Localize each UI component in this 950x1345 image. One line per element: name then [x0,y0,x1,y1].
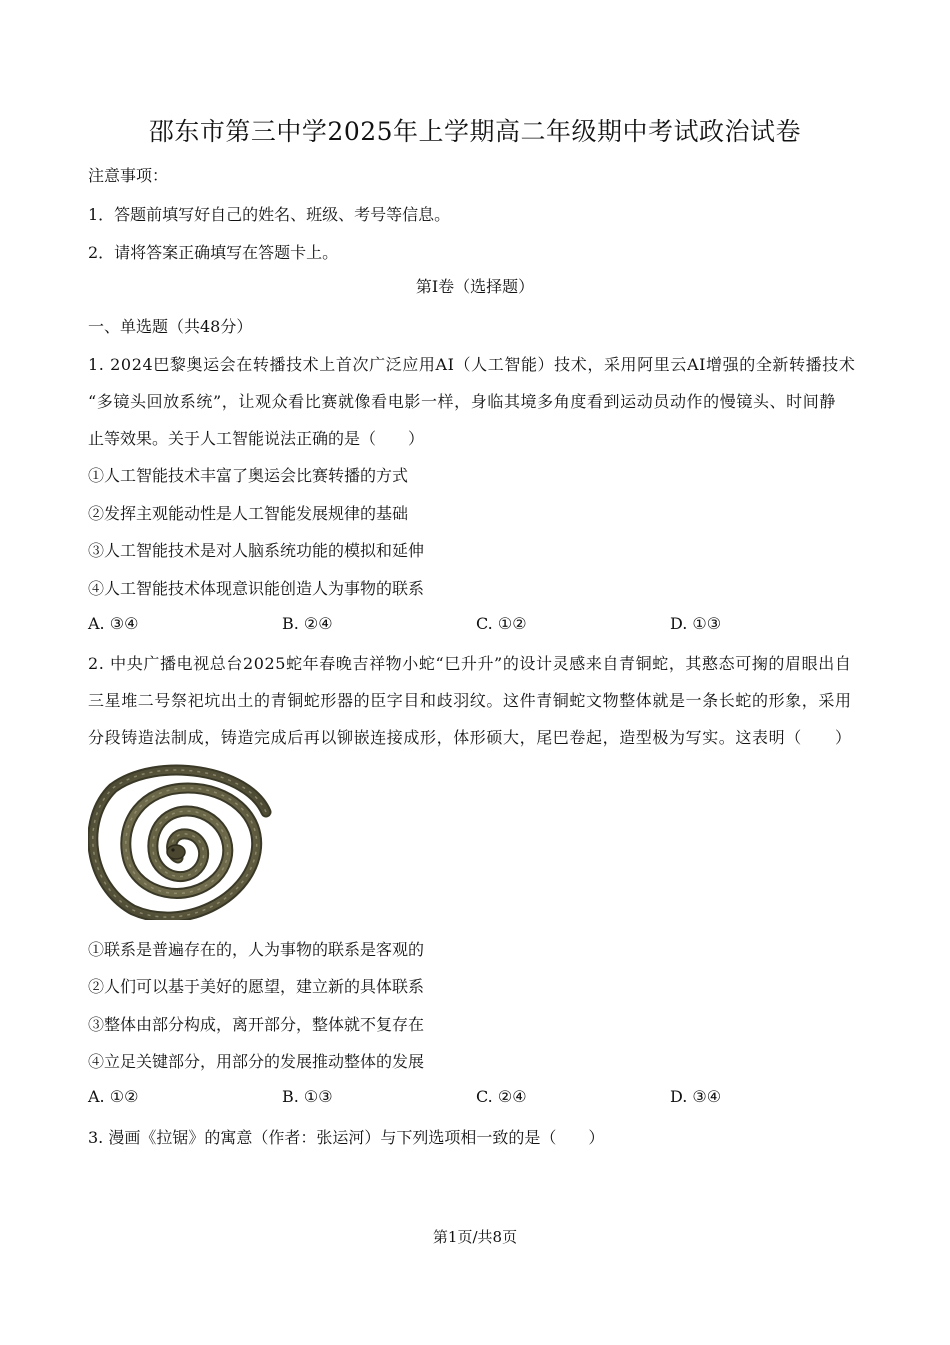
q2-line-3: 分段铸造法制成，铸造完成后再以铆嵌连接成形，体形硕大，尾巴卷起，造型极为写实。这表明（ ） [88,728,852,747]
note-item-1: 1．答题前填写好自己的姓名、班级、考号等信息。 [88,205,451,224]
q1-option-d: D. ①③ [670,614,722,633]
q1-statement-1: ①人工智能技术丰富了奥运会比赛转播的方式 [88,466,409,485]
q2-line-2: 三星堆二号祭祀坑出土的青铜蛇形器的臣字目和歧羽纹。这件青铜蛇文物整体就是一条长蛇的形象，采用 [88,691,852,710]
q1-line-1: 1. 2024巴黎奥运会在转播技术上首次广泛应用AI（人工智能）技术，采用阿里云AI增强的全新转播技术 [88,355,856,374]
notes-heading: 注意事项： [88,166,169,185]
q2-line-1: 2. 中央广播电视总台2025蛇年春晚吉祥物小蛇“巳升升”的设计灵感来自青铜蛇，其憨态可掬的眉眼出自 [88,654,852,673]
q2-option-c: C. ②④ [476,1087,527,1106]
q2-statement-3: ③整体由部分构成，离开部分，整体就不复存在 [88,1015,425,1034]
q2-statement-1: ①联系是普遍存在的，人为事物的联系是客观的 [88,940,425,959]
part-title: 第I卷（选择题） [415,277,535,296]
q2-option-b: B. ①③ [282,1087,333,1106]
q1-option-b: B. ②④ [282,614,333,633]
q3-line: 3. 漫画《拉锯》的寓意（作者：张运河）与下列选项相一致的是（ ） [88,1128,605,1147]
q1-statement-2: ②发挥主观能动性是人工智能发展规律的基础 [88,504,409,523]
q1-statement-4: ④人工智能技术体现意识能创造人为事物的联系 [88,579,425,598]
section-title: 一、单选题（共48分） [88,317,253,336]
q1-statement-3: ③人工智能技术是对人脑系统功能的模拟和延伸 [88,541,425,560]
exam-title: 邵东市第三中学2025年上学期高二年级期中考试政治试卷 [148,117,802,146]
q2-statement-4: ④立足关键部分，用部分的发展推动整体的发展 [88,1052,425,1071]
bronze-snake-image [88,760,272,920]
q2-option-a: A. ①② [88,1087,139,1106]
q1-option-c: C. ①② [476,614,527,633]
spiral-snake-icon [88,760,272,920]
q2-option-d: D. ③④ [670,1087,722,1106]
q2-statement-2: ②人们可以基于美好的愿望，建立新的具体联系 [88,977,425,996]
page-footer: 第1页/共8页 [432,1228,518,1246]
q1-option-a: A. ③④ [88,614,139,633]
note-item-2: 2．请将答案正确填写在答题卡上。 [88,243,339,262]
q1-line-2: “多镜头回放系统”，让观众看比赛就像看电影一样，身临其境多角度看到运动员动作的慢镜头、时间静 [88,392,836,411]
q1-line-3: 止等效果。关于人工智能说法正确的是（ ） [88,429,425,448]
